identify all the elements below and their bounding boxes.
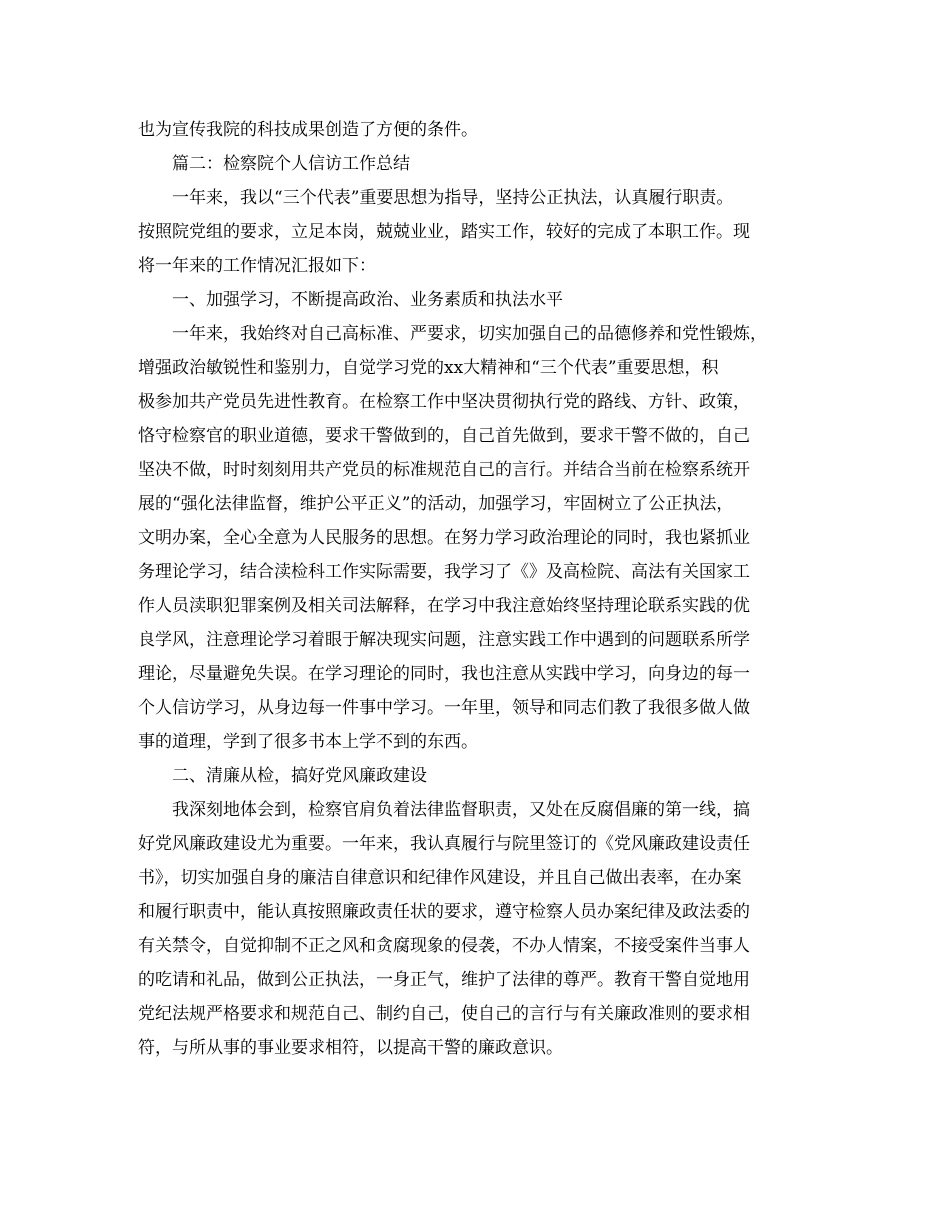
text-line: 我深刻地体会到，检察官肩负着法律监督职责，又处在反腐倡廉的第一线，搞 [138,800,750,820]
text-line: 一年来，我始终对自己高标准、严要求，切实加强自己的品德修养和党性锻炼， [138,324,767,344]
text-line: 党纪法规严格要求和规范自己、制约自己，使自己的言行与有关廉政准则的要求相 [138,1004,750,1024]
text-line: 良学风，注意理论学习着眼于解决现实问题，注意实践工作中遇到的问题联系所学 [138,630,750,650]
text-line: 将一年来的工作情况汇报如下： [138,256,376,276]
text-line: 增强政治敏锐性和鉴别力，自觉学习党的xx大精神和“三个代表”重要思想，积 [138,358,719,378]
text-line: 文明办案，全心全意为人民服务的思想。在努力学习政治理论的同时，我也紧抓业 [138,528,750,548]
text-line: 一年来，我以“三个代表”重要思想为指导，坚持公正执法，认真履行职责。 [138,188,734,208]
text-line: 个人信访学习，从身边每一件事中学习。一年里，领导和同志们教了我很多做人做 [138,698,750,718]
text-line: 事的道理，学到了很多书本上学不到的东西。 [138,732,478,752]
document-body [138,113,818,1065]
text-line: 的吃请和礼品，做到公正执法，一身正气，维护了法律的尊严。教育干警自觉地用 [138,970,750,990]
section-heading: 一、加强学习，不断提高政治、业务素质和执法水平 [138,290,563,310]
text-line: 务理论学习，结合渎检科工作实际需要，我学习了《》及高检院、高法有关国家工 [138,562,750,582]
text-line: 符，与所从事的事业要求相符，以提高干警的廉政意识。 [138,1038,563,1058]
text-line: 好党风廉政建设尤为重要。一年来，我认真履行与院里签订的《党风廉政建设责任 [138,834,750,854]
text-line: 按照院党组的要求，立足本岗，兢兢业业，踏实工作，较好的完成了本职工作。现 [138,222,750,242]
text-line: 理论，尽量避免失误。在学习理论的同时，我也注意从实践中学习，向身边的每一 [138,664,750,684]
text-line: 书》，切实加强自身的廉洁自律意识和纪律作风建设，并且自己做出表率，在办案 [138,868,742,888]
text-line: 坚决不做，时时刻刻用共产党员的标准规范自己的言行。并结合当前在检察系统开 [138,460,750,480]
text-line: 展的“强化法律监督，维护公平正义”的活动，加强学习，牢固树立了公正执法， [138,494,734,514]
text-line: 恪守检察官的职业道德，要求干警做到的，自己首先做到，要求干警不做的，自己 [138,426,750,446]
section-heading: 二、清廉从检，搞好党风廉政建设 [138,766,427,786]
text-line: 有关禁令，自觉抑制不正之风和贪腐现象的侵袭，不办人情案，不接受案件当事人 [138,936,750,956]
text-line: 和履行职责中，能认真按照廉政责任状的要求，遵守检察人员办案纪律及政法委的 [138,902,750,922]
section-heading: 篇二：检察院个人信访工作总结 [138,154,410,174]
text-line: 极参加共产党员先进性教育。在检察工作中坚决贯彻执行党的路线、方针、政策， [138,392,750,412]
text-line: 也为宣传我院的科技成果创造了方便的条件。 [138,120,478,140]
text-line: 作人员渎职犯罪案例及相关司法解释，在学习中我注意始终坚持理论联系实践的优 [138,596,750,616]
